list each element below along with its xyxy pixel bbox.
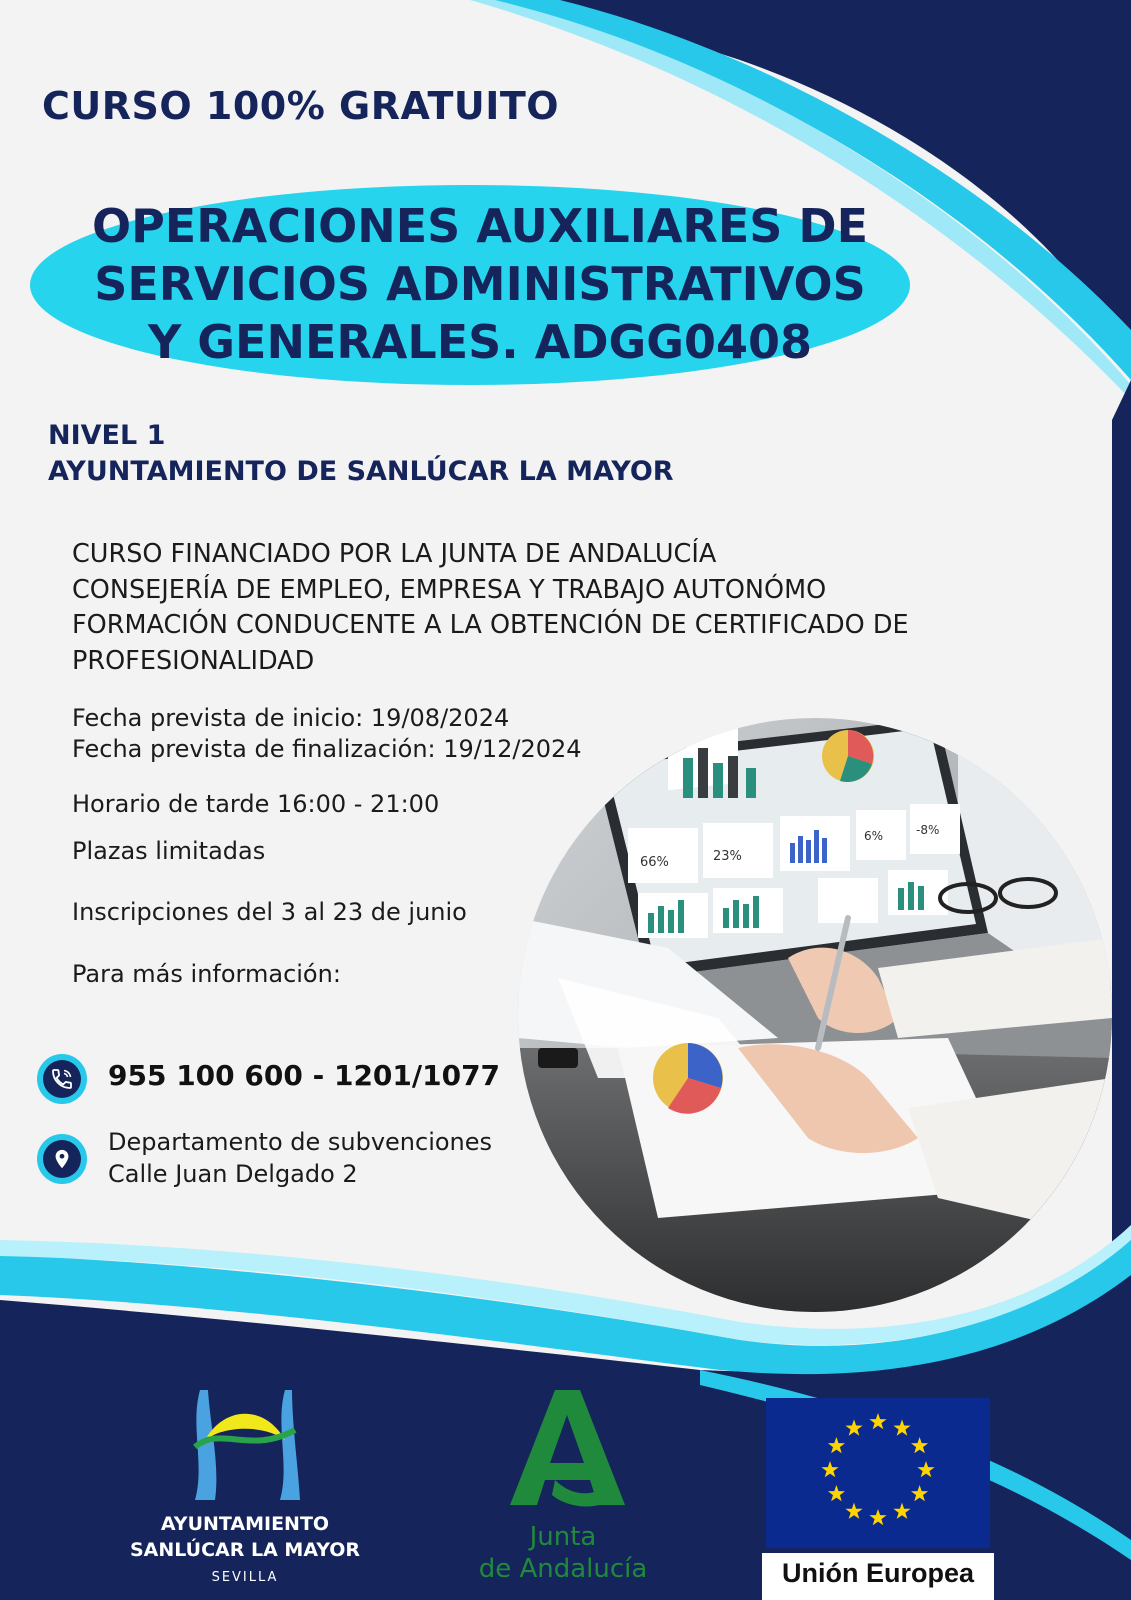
course-title-line-3: Y GENERALES. ADGG0408 xyxy=(147,315,813,369)
eu-stars xyxy=(766,1398,990,1548)
ayuntamiento-name-line-1: AYUNTAMIENTO xyxy=(160,1513,330,1535)
junta-name-line-1: Junta xyxy=(529,1522,597,1552)
junta-andalucia-emblem xyxy=(500,1385,630,1510)
phone-number[interactable]: 955 100 600 - 1201/1077 xyxy=(108,1059,501,1092)
address-line-1: Departamento de subvenciones xyxy=(108,1128,493,1156)
registration-dates: Inscripciones del 3 al 23 de junio xyxy=(72,898,467,926)
kpi-2: 23% xyxy=(713,849,742,864)
ayuntamiento-emblem xyxy=(180,1385,310,1505)
kpi-3: 6% xyxy=(864,829,884,843)
organizer-label: AYUNTAMIENTO DE SANLÚCAR LA MAYOR xyxy=(48,456,674,487)
eu-star xyxy=(911,1437,928,1453)
ayuntamiento-name-line-2: SANLÚCAR LA MAYOR xyxy=(129,1539,361,1561)
office-photo xyxy=(518,718,1112,1312)
phone-icon xyxy=(37,1054,87,1104)
places-limited: Plazas limitadas xyxy=(72,837,266,865)
eu-star xyxy=(821,1461,838,1477)
funding-line-3: FORMACIÓN CONDUCENTE A LA OBTENCIÓN DE CERTIFICADO DE xyxy=(72,610,909,640)
eu-star xyxy=(893,1419,910,1435)
level-label: NIVEL 1 xyxy=(48,420,166,451)
kpi-1: 66% xyxy=(640,855,669,870)
right-navy-band xyxy=(1112,380,1131,1300)
junta-name-line-2: de Andalucía xyxy=(478,1554,648,1584)
funding-line-4: PROFESIONALIDAD xyxy=(72,645,315,676)
eu-star xyxy=(869,1413,886,1429)
level-block xyxy=(48,418,674,490)
end-date: Fecha prevista de finalización: 19/12/2024 xyxy=(72,735,582,763)
ayuntamiento-name-line-3: SEVILLA xyxy=(211,1570,279,1585)
funding-line-1: CURSO FINANCIADO POR LA JUNTA DE ANDALUCÍA xyxy=(72,539,717,569)
address-block xyxy=(108,1126,492,1190)
start-date: Fecha prevista de inicio: 19/08/2024 xyxy=(72,704,510,732)
eu-star xyxy=(845,1503,862,1519)
location-pin-icon xyxy=(37,1134,87,1184)
eu-star xyxy=(828,1437,845,1453)
eu-label: Unión Europea xyxy=(781,1558,974,1588)
course-title-block xyxy=(30,185,910,385)
course-title-line-1: OPERACIONES AUXILIARES DE xyxy=(91,199,869,253)
office-photo-illustration xyxy=(518,718,1112,1312)
eu-star xyxy=(845,1419,862,1435)
schedule: Horario de tarde 16:00 - 21:00 xyxy=(72,790,440,818)
eu-star xyxy=(917,1461,934,1477)
course-title-line-2: SERVICIOS ADMINISTRATIVOS xyxy=(94,257,866,311)
more-info-label: Para más información: xyxy=(72,960,341,988)
funding-line-2: CONSEJERÍA DE EMPLEO, EMPRESA Y TRABAJO AUTONÓMO xyxy=(72,574,827,605)
address-line-2: Calle Juan Delgado 2 xyxy=(108,1160,358,1188)
free-course-badge: CURSO 100% GRATUITO xyxy=(42,84,560,128)
eu-flag xyxy=(766,1398,990,1548)
kpi-4: -8% xyxy=(916,823,940,837)
eu-star xyxy=(911,1485,928,1501)
eu-star xyxy=(828,1485,845,1501)
course-title xyxy=(70,197,890,371)
eu-star xyxy=(869,1509,886,1525)
funding-block xyxy=(72,537,1062,679)
eu-star xyxy=(893,1503,910,1519)
